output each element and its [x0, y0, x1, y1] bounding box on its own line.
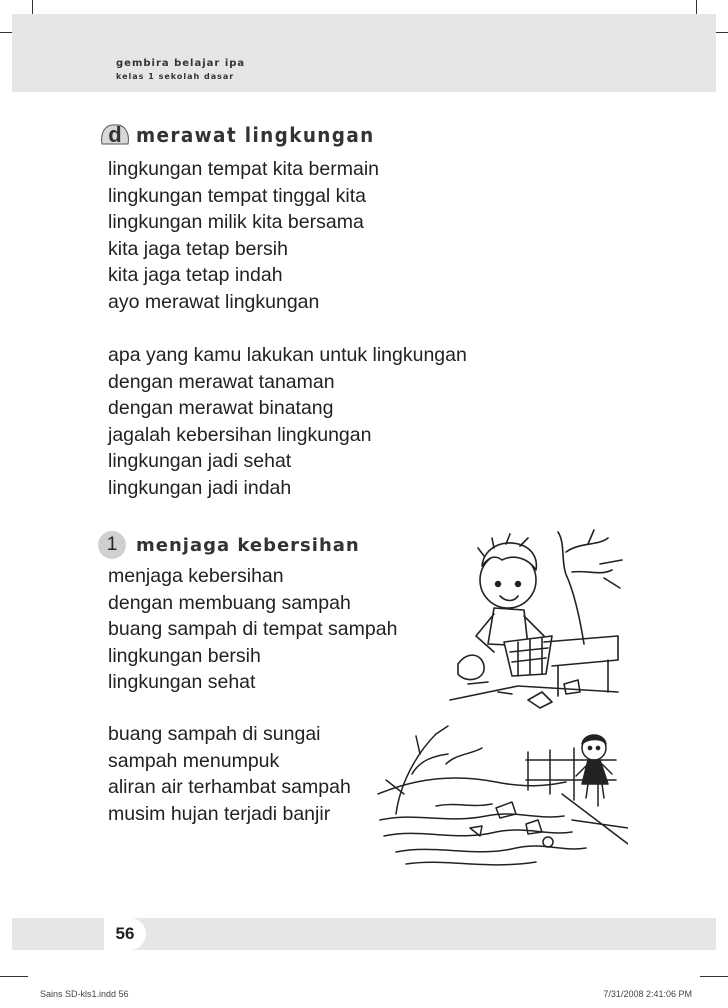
text-line: dengan membuang sampah	[108, 591, 351, 614]
text-line: lingkungan tempat kita bermain	[108, 158, 379, 180]
text-line: aliran air terhambat sampah	[108, 776, 351, 798]
section-letter: d	[108, 122, 122, 147]
subsection-number: 1	[98, 531, 126, 559]
print-slug-date: 7/31/2008 2:41:06 PM	[603, 989, 692, 999]
print-slug-file: Sains SD-kls1.indd 56	[40, 989, 129, 999]
stanza-2	[108, 342, 467, 501]
stanza-1	[108, 156, 379, 315]
text-line: lingkungan milik kita bersama	[108, 211, 364, 233]
text-line: kita jaga tetap indah	[108, 264, 283, 286]
text-line: dengan merawat binatang	[108, 397, 334, 419]
text-line: sampah menumpuk	[108, 749, 280, 772]
text-line: kita jaga tetap bersih	[108, 237, 288, 260]
stanza-3	[108, 563, 397, 696]
text-line: lingkungan bersih	[108, 644, 261, 667]
text-line: jagalah kebersihan lingkungan	[108, 423, 372, 446]
text-line: lingkungan sehat	[108, 671, 256, 693]
river-trash-illustration	[376, 724, 628, 872]
section-title: merawat lingkungan	[136, 123, 375, 147]
stanza-4	[108, 721, 351, 827]
page-number: 56	[104, 918, 146, 950]
text-line: apa yang kamu lakukan untuk lingkungan	[108, 344, 467, 366]
crop-mark	[0, 976, 28, 977]
book-title: gembira belajar ipa	[116, 58, 246, 69]
subsection-title: menjaga kebersihan	[136, 534, 360, 556]
text-line: lingkungan jadi indah	[108, 476, 292, 499]
text-line: lingkungan tempat tinggal kita	[108, 184, 367, 207]
section-heading	[98, 122, 395, 148]
text-line: menjaga kebersihan	[108, 565, 284, 587]
boy-trash-illustration	[448, 524, 624, 716]
subsection-heading	[98, 531, 360, 559]
text-line: ayo merawat lingkungan	[108, 290, 320, 313]
book-subtitle: kelas 1 sekolah dasar	[116, 72, 235, 81]
crop-mark	[700, 976, 728, 977]
text-line: musim hujan terjadi banjir	[108, 802, 331, 825]
text-line: lingkungan jadi sehat	[108, 450, 292, 472]
text-line: dengan merawat tanaman	[108, 370, 335, 393]
text-line: buang sampah di sungai	[108, 723, 321, 745]
text-line: buang sampah di tempat sampah	[108, 618, 398, 640]
section-letter-badge	[98, 122, 132, 148]
